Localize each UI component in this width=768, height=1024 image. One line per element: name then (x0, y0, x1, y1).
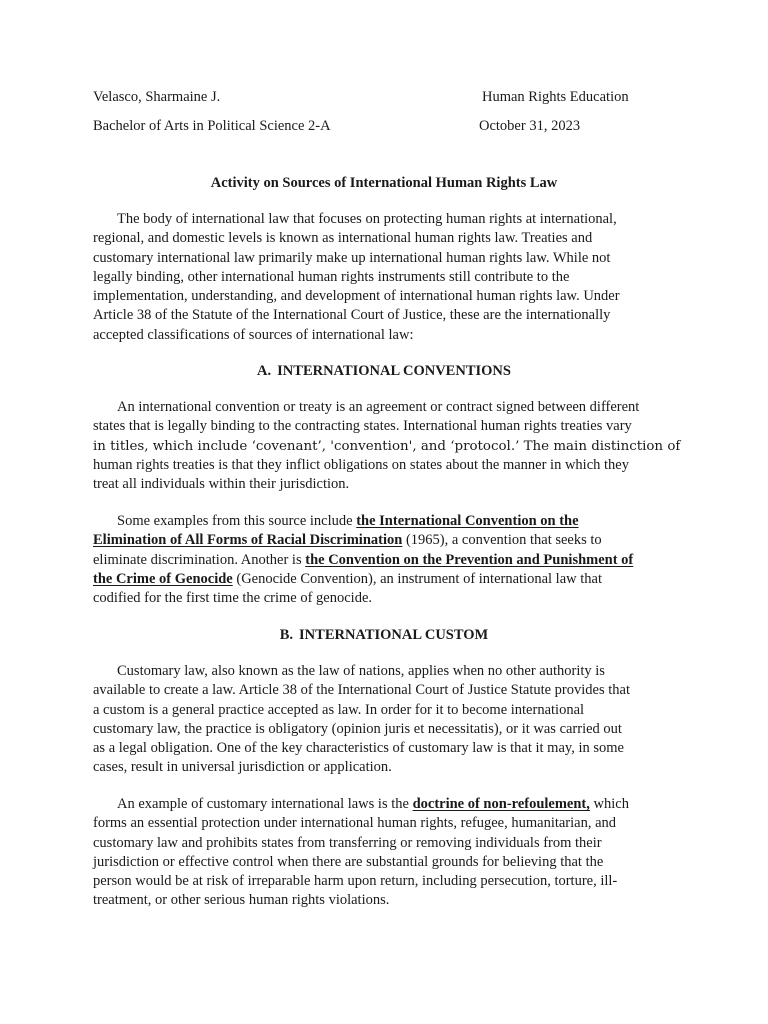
line-text: (1965), a convention that seeks to (402, 532, 602, 549)
line-text: An example of customary international laws is the (117, 796, 413, 812)
paragraph-line: The body of international law that focuses on protecting human rights at international, (117, 211, 617, 227)
custom-example-paragraph (93, 795, 683, 911)
paragraph-line: Article 38 of the Statute of the International Court of Justice, these are the internationally (93, 307, 611, 324)
section-letter: B. (279, 627, 294, 643)
paragraph-line: a custom is a general practice accepted as law. In order for it to become international (93, 701, 585, 718)
section-b-heading (0, 626, 768, 644)
paragraph-line: accepted classifications of sources of international law: (93, 326, 414, 343)
custom-paragraph (93, 662, 683, 778)
paragraph-line (93, 531, 683, 550)
paragraph-line: cases, result in universal jurisdiction or application. (93, 759, 392, 776)
paragraph-line (93, 512, 683, 531)
emphasized-treaty-name: the Convention on the Prevention and Punishment of (305, 551, 634, 568)
line-text: which (589, 796, 629, 812)
paragraph-line: treatment, or other serious human rights violations. (93, 892, 390, 909)
paragraph-line: human rights treaties is that they inflict obligations on states about the manner in which they (93, 456, 629, 473)
paragraph-line: available to create a law. Article 38 of the International Court of Justice Statute provides that (93, 682, 630, 699)
conventions-examples-paragraph (93, 512, 683, 608)
paragraph-line (93, 551, 683, 570)
course-name: Human Rights Education (482, 89, 629, 105)
paragraph-line: regional, and domestic levels is known as international human rights law. Treaties and (93, 230, 593, 247)
paragraph-line: customary law, the practice is obligatory (opinion juris et necessitatis), or it was carried out (93, 720, 622, 737)
paragraph-line (93, 570, 683, 589)
emphasized-treaty-name: the International Convention on the (356, 513, 579, 529)
line-text: Some examples from this source include (117, 513, 357, 529)
document-title: Activity on Sources of International Human Rights Law (210, 175, 558, 191)
emphasized-doctrine-name: doctrine of non-refoulement, (412, 796, 590, 812)
paragraph-line: treat all individuals within their jurisdiction. (93, 476, 350, 493)
intro-paragraph (93, 210, 683, 345)
submission-date: October 31, 2023 (479, 118, 581, 134)
paragraph-line: legally binding, other international human rights instruments still contribute to the (93, 268, 570, 285)
paragraph-line: person would be at risk of irreparable harm upon return, including persecution, torture, ill- (93, 873, 618, 890)
paragraph-line: as a legal obligation. One of the key characteristics of customary law is that it may, in some (93, 740, 624, 757)
paragraph-line: customary law and prohibits states from transferring or removing individuals from their (93, 834, 602, 851)
paragraph-line: Customary law, also known as the law of nations, applies when no other authority is (117, 663, 605, 679)
line-text: (Genocide Convention), an instrument of international law that (232, 570, 602, 587)
paragraph-line: forms an essential protection under international human rights, refugee, humanitarian, and (93, 815, 617, 832)
section-letter: A. (257, 363, 272, 379)
section-title: INTERNATIONAL CUSTOM (299, 627, 489, 643)
paragraph-line: An international convention or treaty is an agreement or contract signed between different (117, 399, 640, 415)
emphasized-treaty-name: the Crime of Genocide (93, 570, 233, 587)
paragraph-line (93, 795, 683, 814)
program-name: Bachelor of Arts in Political Science 2-A (93, 118, 331, 134)
paragraph-line: jurisdiction or effective control when there are substantial grounds for believing that the (93, 853, 604, 870)
paragraph-line: customary international law primarily make up international human rights law. While not (93, 249, 611, 266)
paragraph-line: implementation, understanding, and development of international human rights law. Under (93, 288, 620, 305)
paragraph-line: states that is legally binding to the contracting states. International human rights treaties vary (93, 418, 632, 435)
paragraph-line: codified for the first time the crime of genocide. (93, 590, 373, 607)
section-title: INTERNATIONAL CONVENTIONS (277, 363, 511, 379)
line-text: eliminate discrimination. Another is (93, 551, 306, 568)
emphasized-treaty-name: Elimination of All Forms of Racial Discrimination (93, 532, 403, 549)
conventions-paragraph (93, 398, 683, 494)
section-a-heading (0, 362, 768, 380)
paragraph-line: in titles, which include ‘covenant’, 'convention', and ‘protocol.’ The main distinction of (93, 438, 681, 454)
student-name: Velasco, Sharmaine J. (93, 89, 221, 105)
